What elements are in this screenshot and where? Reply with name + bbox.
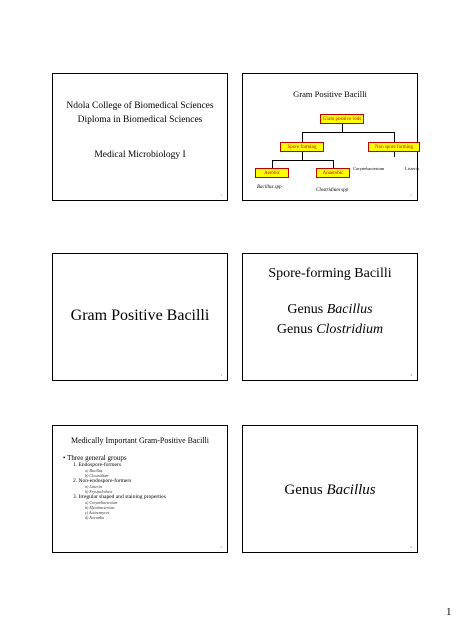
- slide-spore-forming-bacilli: [242, 253, 418, 381]
- slide-number: 1: [220, 193, 222, 197]
- genus-prefix: Genus: [284, 482, 323, 498]
- genus-clostridium-line: [243, 322, 417, 338]
- connector: [394, 132, 395, 142]
- list-item: d) Nocardia: [85, 515, 105, 520]
- diagram-title: Gram Positive Bacilli: [293, 89, 367, 99]
- genus-prefix: Genus: [276, 322, 313, 337]
- label-clostridium-spp: Clostridium spp: [316, 188, 349, 193]
- slide-number: 3: [220, 373, 222, 377]
- connector: [272, 160, 334, 161]
- slide-genus-bacillus: [242, 425, 418, 553]
- label-corynebacterium: Corynebacterium: [353, 166, 385, 171]
- slide-heading: Spore-forming Bacilli: [268, 266, 392, 281]
- slide-number: 2: [410, 193, 412, 197]
- list-item: a) Listeria: [85, 484, 102, 489]
- diploma-name: Diploma in Biomedical Sciences: [77, 115, 203, 125]
- genus-prefix: Genus: [287, 302, 324, 317]
- slide-heading: [243, 482, 417, 499]
- slide-number: 5: [220, 545, 222, 549]
- slide-title-page: [52, 73, 228, 201]
- list-item: 2. Non-endospore-formers: [73, 478, 132, 484]
- slide-gram-positive-bacilli: [52, 253, 228, 381]
- list-item: 1. Endospore-formers: [73, 462, 121, 468]
- outline-list: [63, 454, 166, 520]
- connector: [272, 160, 273, 168]
- genus-name: Clostridium: [316, 322, 384, 337]
- box-anaerobic: Anaerobic: [316, 168, 350, 178]
- page-number: 1: [446, 606, 452, 618]
- slide-heading: Medically Important Gram-Positive Bacilli: [71, 436, 209, 445]
- course-name: Medical Microbiology I: [94, 150, 186, 160]
- genus-name: Bacillus: [326, 482, 376, 498]
- connector: [302, 132, 395, 133]
- label-bacillus-spp: Bacillus spp: [257, 185, 282, 190]
- connector: [302, 132, 303, 142]
- box-spore-forming: Spore forming: [280, 142, 324, 152]
- list-item: 3. Irregular shaped and staining properties: [73, 494, 166, 500]
- list-item: b) Erysipelothrix: [85, 489, 113, 494]
- slide-medically-important: [52, 425, 228, 553]
- slide-number: 4: [410, 373, 412, 377]
- list-item: a) Bacillus: [85, 468, 103, 473]
- slide-gram-positive-diagram: [242, 73, 418, 201]
- box-non-spore-forming: Non spore forming: [368, 142, 420, 152]
- connector: [394, 152, 395, 157]
- list-item: c) Actinomyces: [85, 510, 110, 515]
- list-item: b) Mycobacterium: [85, 505, 115, 510]
- label-listeria: Listeria: [405, 166, 419, 171]
- slide-heading: Gram Positive Bacilli: [70, 307, 210, 324]
- genus-bacillus-line: [243, 302, 417, 318]
- list-item: b) Clostridium: [85, 473, 109, 478]
- box-aerobic: Aerobic: [255, 168, 289, 178]
- connector: [333, 160, 334, 168]
- connector: [342, 124, 343, 132]
- list-item: • Three general groups: [63, 454, 127, 462]
- genus-name: Bacillus: [326, 302, 373, 317]
- box-gram-positive-rods: Gram positive rods: [320, 114, 364, 124]
- connector: [302, 152, 303, 160]
- list-item: a) Corynebacterium: [85, 500, 118, 505]
- slide-number: 6: [410, 545, 412, 549]
- college-name: Ndola College of Biomedical Sciences: [66, 101, 214, 111]
